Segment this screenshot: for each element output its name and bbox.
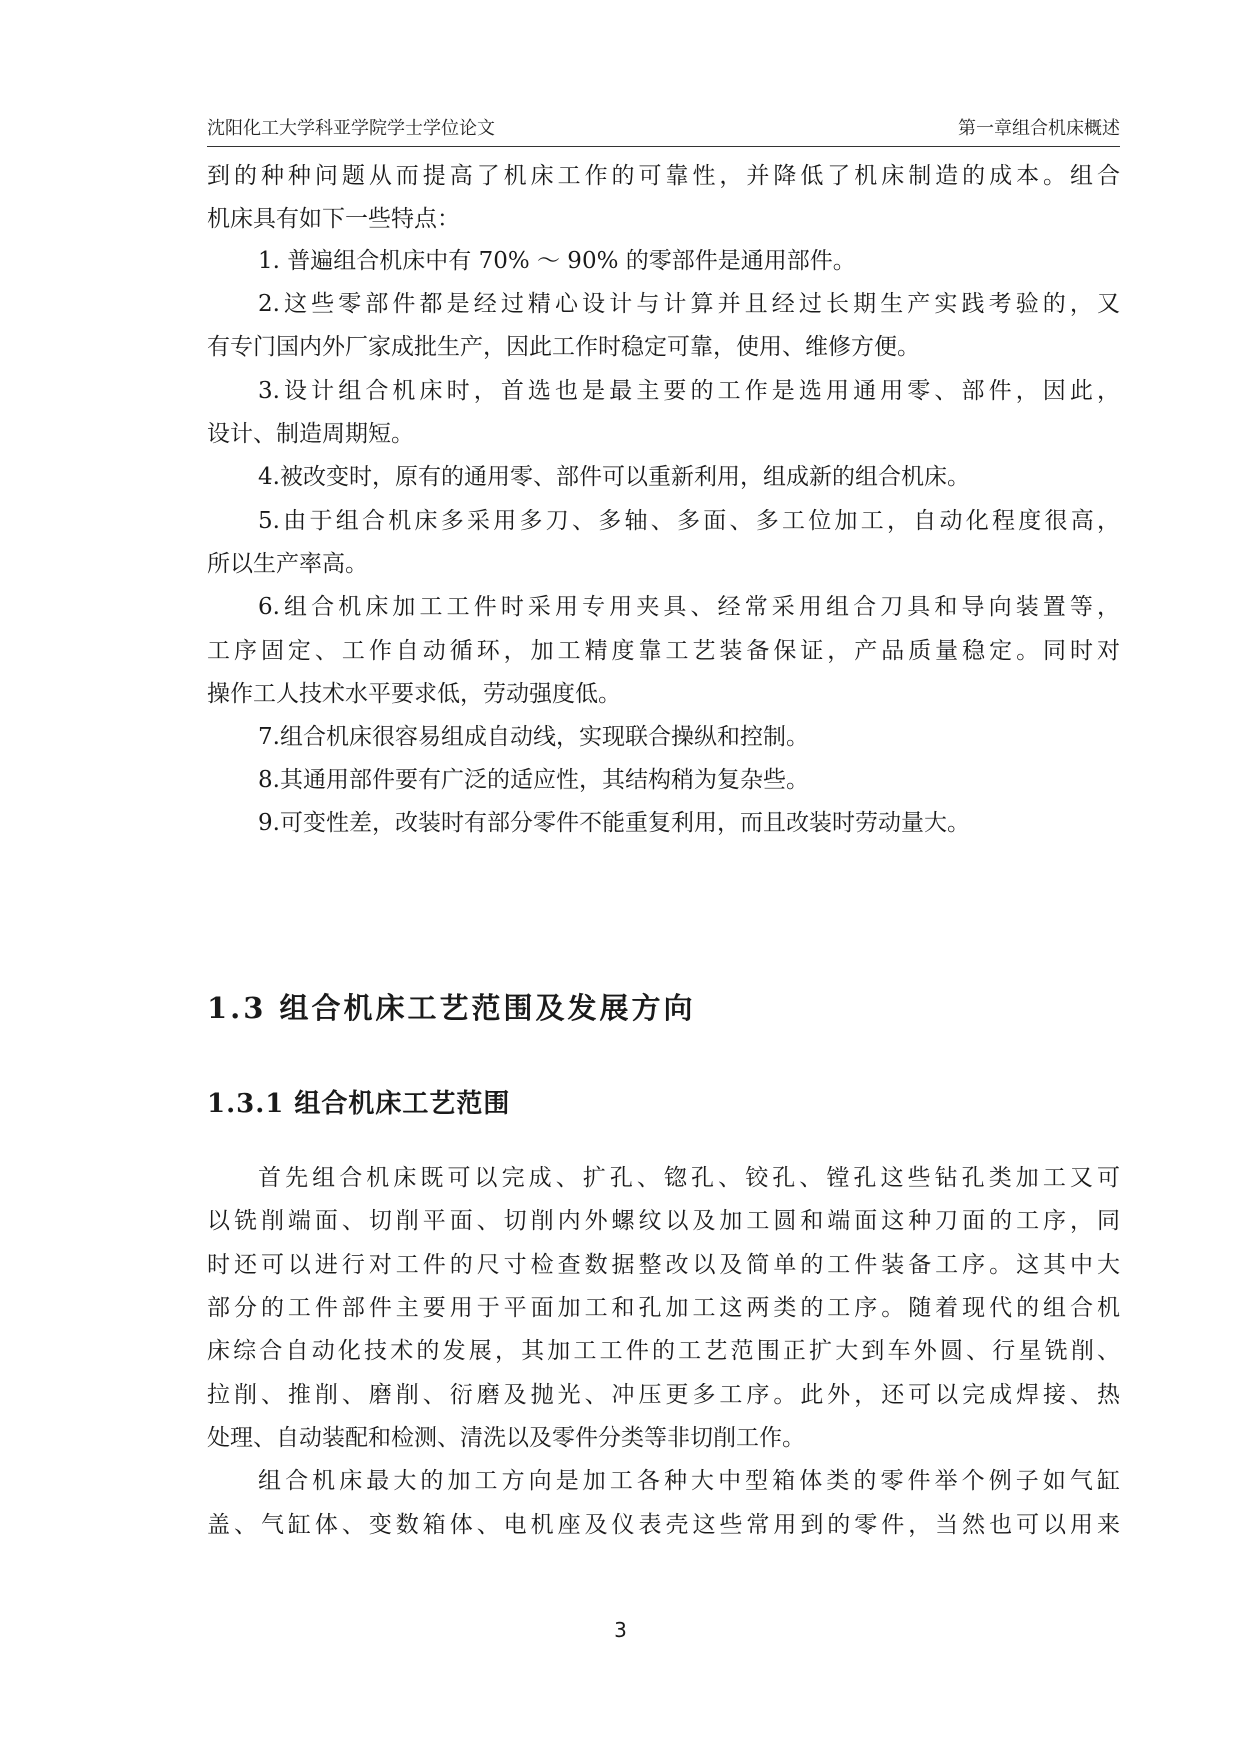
paragraph-line: 机床具有如下一些特点：	[207, 206, 460, 232]
paragraph-line: 组合机床最大的加工方向是加工各种大中型箱体类的零件举个例子如气缸	[258, 1468, 1120, 1494]
page-number: 3	[614, 1618, 627, 1642]
list-item-1: 1. 普遍组合机床中有 70% ～ 90% 的零部件是通用部件。	[258, 248, 856, 274]
list-item-3: 3.设计组合机床时，首选也是最主要的工作是选用通用零、部件，因此，	[258, 378, 1120, 404]
subsection-heading-1-3-1: 1.3.1 组合机床工艺范围	[207, 1089, 511, 1119]
list-item-7: 7.组合机床很容易组成自动线，实现联合操纵和控制。	[258, 724, 809, 750]
paragraph-line: 盖、气缸体、变数箱体、电机座及仪表壳这些常用到的零件，当然也可以用来	[207, 1512, 1120, 1538]
paragraph-line: 操作工人技术水平要求低，劳动强度低。	[207, 681, 621, 707]
header-thesis-title: 沈阳化工大学科亚学院学士学位论文	[207, 118, 495, 139]
paragraph-line: 首先组合机床既可以完成、扩孔、锪孔、铰孔、镗孔这些钻孔类加工又可	[258, 1165, 1120, 1191]
paragraph-line: 工序固定、工作自动循环，加工精度靠工艺装备保证，产品质量稳定。同时对	[207, 638, 1120, 664]
paragraph-line: 设计、制造周期短。	[207, 421, 414, 447]
running-header	[207, 116, 1120, 147]
list-item-5: 5.由于组合机床多采用多刀、多轴、多面、多工位加工，自动化程度很高，	[258, 508, 1120, 534]
paragraph-line: 拉削、推削、磨削、衍磨及抛光、冲压更多工序。此外，还可以完成焊接、热	[207, 1382, 1120, 1408]
paragraph-line: 所以生产率高。	[207, 551, 368, 577]
list-item-6: 6.组合机床加工工件时采用专用夹具、经常采用组合刀具和导向装置等，	[258, 594, 1120, 620]
list-item-4: 4.被改变时，原有的通用零、部件可以重新利用，组成新的组合机床。	[258, 464, 970, 490]
paragraph-line: 到的种种问题从而提高了机床工作的可靠性，并降低了机床制造的成本。组合	[207, 163, 1120, 189]
list-item-9: 9.可变性差，改装时有部分零件不能重复利用，而且改装时劳动量大。	[258, 810, 970, 836]
paragraph-line: 床综合自动化技术的发展，其加工工件的工艺范围正扩大到车外圆、行星铣削、	[207, 1338, 1120, 1364]
list-item-8: 8.其通用部件要有广泛的适应性，其结构稍为复杂些。	[258, 767, 809, 793]
header-chapter-title: 第一章组合机床概述	[958, 118, 1120, 139]
paragraph-line: 以铣削端面、切削平面、切削内外螺纹以及加工圆和端面这种刀面的工序，同	[207, 1208, 1120, 1234]
section-heading-1-3: 1.3 组合机床工艺范围及发展方向	[207, 991, 696, 1025]
paragraph-line: 处理、自动装配和检测、清洗以及零件分类等非切削工作。	[207, 1425, 805, 1451]
paragraph-line: 时还可以进行对工件的尺寸检查数据整改以及简单的工件装备工序。这其中大	[207, 1252, 1120, 1278]
list-item-2: 2.这些零部件都是经过精心设计与计算并且经过长期生产实践考验的，又	[258, 291, 1120, 317]
paragraph-line: 有专门国内外厂家成批生产，因此工作时稳定可靠，使用、维修方便。	[207, 334, 920, 360]
paragraph-line: 部分的工件部件主要用于平面加工和孔加工这两类的工序。随着现代的组合机	[207, 1295, 1120, 1321]
